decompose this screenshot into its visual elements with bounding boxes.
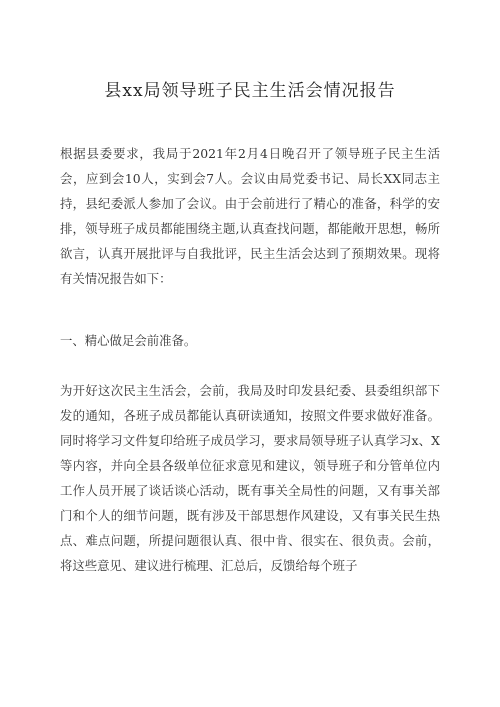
document-title: 县xx局领导班子民主生活会情况报告 — [104, 81, 396, 101]
intro-paragraph: 根据县委要求，我局于2021年2月4日晚召开了领导班子民主生活会，应到会10人，实到会7人。会议由局党委书记、局长XX同志主持，县纪委派人参加了会议。由于会前进行了精心的准备，科学的安排，领导班子成员都能围绕主题,认真查找问题，都能敞开思想，畅所欲言，认真开展批评与自我批评，民主生活会达到了预期效果。现将有关情况报告如下： — [60, 146, 440, 286]
section-heading: 一、精心做足会前准备。 — [60, 333, 197, 348]
body-paragraph: 为开好这次民主生活会，会前，我局及时印发县纪委、县委组织部下发的通知，各班子成员都能认真研读通知，按照文件要求做好准备。同时将学习文件复印给班子成员学习，要求局领导班子认真学习x、X等内容，并向全县各级单位征求意见和建议，领导班子和分管单位内工作人员开展了谈话谈心活动，既有事关全局性的问题，又有事关部门和个人的细节问题，既有涉及干部思想作风建设，又有事关民生热点、难点问题，所提问题很认真、很中肯、很实在、很负责。会前，将这些意见、建议进行梳理、汇总后，反馈给每个班子 — [60, 383, 440, 573]
